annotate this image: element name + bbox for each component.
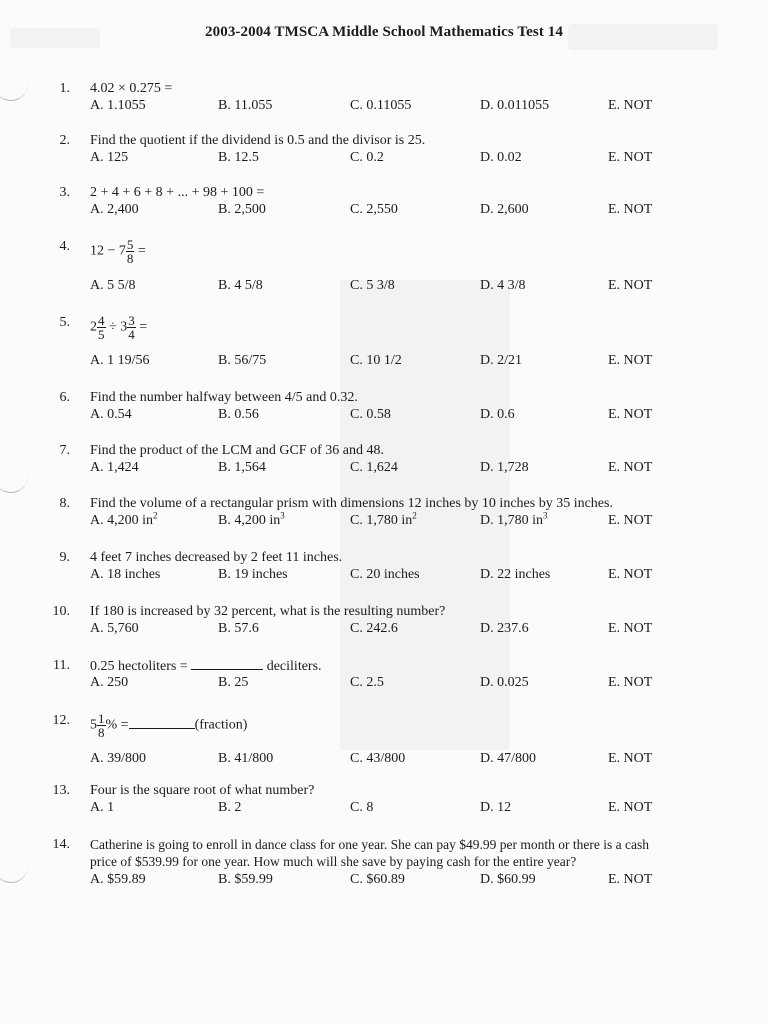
unit-exponent: 2: [153, 510, 158, 521]
option-e: E. NOT: [608, 407, 653, 422]
hole-punch-mark: [0, 476, 28, 493]
option-e: E. NOT: [608, 98, 653, 113]
option-c: C. 1,624: [350, 460, 398, 475]
option-d: D. 0.011055: [480, 98, 550, 113]
expr-whole: 12: [90, 243, 104, 259]
option-a: A. 1.1055: [90, 98, 146, 113]
numerator: 3: [128, 313, 135, 328]
expr-whole: 2: [90, 319, 97, 335]
unit-exponent: 2: [412, 510, 417, 521]
option-b: B. 12.5: [218, 150, 259, 165]
option-d: D. 237.6: [480, 621, 529, 636]
option-b: B. 1,564: [218, 460, 266, 475]
question-expression: [90, 238, 146, 265]
option-c: C. 20 inches: [350, 567, 420, 582]
option-b: B. 11.055: [218, 98, 273, 113]
question-text: Catherine is going to enroll in dance class for one year. She can pay $49.99 per month or there is a cash: [90, 837, 649, 852]
unit-exponent: 3: [543, 510, 548, 521]
fraction: [127, 314, 136, 341]
option-a: A. 1 19/56: [90, 353, 150, 368]
expr-whole: 3: [120, 319, 128, 335]
question-number: 14.: [52, 837, 70, 852]
option-c: C. 0.58: [350, 407, 391, 422]
question-text: Find the volume of a rectangular prism with dimensions 12 inches by 10 inches by 35 inches.: [90, 496, 613, 511]
option-a: A. 18 inches: [90, 567, 161, 582]
option-e: E. NOT: [608, 460, 653, 475]
option-d: [480, 512, 548, 529]
option-e: E. NOT: [608, 872, 653, 887]
option-b: B. 19 inches: [218, 567, 288, 582]
hole-punch-mark: [0, 866, 28, 883]
question-number: 5.: [59, 315, 70, 330]
option-c: [350, 512, 417, 529]
option-a: A. 5,760: [90, 621, 139, 636]
question-number: 7.: [59, 443, 70, 458]
question-expression: [90, 712, 247, 739]
option-c: C. 2.5: [350, 675, 384, 690]
option-c: C. 5 3/8: [350, 278, 395, 293]
option-b: B. 56/75: [218, 353, 267, 368]
option-b: B. 2,500: [218, 202, 266, 217]
expr-percent-equals: % =: [105, 717, 129, 733]
option-d: D. 2,600: [480, 202, 529, 217]
option-d: D. 2/21: [480, 353, 522, 368]
option-e: E. NOT: [608, 751, 653, 766]
question-text: 4 feet 7 inches decreased by 2 feet 11 inches.: [90, 550, 343, 565]
option-d: D. $60.99: [480, 872, 536, 887]
option-value: B. 4,200 in: [218, 513, 281, 528]
question-number: 11.: [53, 658, 70, 673]
numerator: 5: [126, 237, 134, 252]
question-text: Find the quotient if the dividend is 0.5 and the divisor is 25.: [90, 133, 426, 148]
option-e: E. NOT: [608, 278, 653, 293]
question-text-line-2: price of $539.99 for one year. How much will she save by paying cash for the entire year?: [90, 854, 577, 869]
option-b: B. 4 5/8: [218, 278, 263, 293]
question-text: [90, 657, 322, 675]
expr-whole: 5: [90, 717, 97, 733]
option-b: B. 0.56: [218, 407, 259, 422]
option-b: B. $59.99: [218, 872, 273, 887]
denominator: 8: [126, 251, 134, 266]
fraction: [97, 314, 106, 341]
question-text: 2 + 4 + 6 + 8 + ... + 98 + 100 =: [90, 185, 265, 200]
question-text-after: deciliters.: [266, 659, 322, 674]
fraction: [126, 238, 135, 265]
option-b: B. 41/800: [218, 751, 274, 766]
expr-equals: =: [137, 243, 146, 259]
option-a: A. 125: [90, 150, 129, 165]
option-b: B. 57.6: [218, 621, 259, 636]
option-a: A. 1,424: [90, 460, 139, 475]
question-expression: [90, 314, 147, 341]
fraction: [97, 712, 106, 739]
option-c: C. 2,550: [350, 202, 398, 217]
option-a: A. 0.54: [90, 407, 132, 422]
expr-whole: 7: [118, 243, 126, 259]
expr-tail: (fraction): [194, 717, 248, 733]
option-a: A. 250: [90, 675, 129, 690]
option-c: C. 0.2: [350, 150, 384, 165]
question-text: If 180 is increased by 32 percent, what is the resulting number?: [90, 604, 446, 619]
answer-blank: [191, 657, 263, 670]
unit-exponent: 3: [280, 510, 285, 521]
question-number: 1.: [59, 81, 70, 96]
option-c: C. 8: [350, 800, 374, 815]
question-number: 3.: [59, 185, 70, 200]
option-e: E. NOT: [608, 513, 653, 528]
option-value: C. 1,780 in: [350, 513, 413, 528]
option-d: D. 0.02: [480, 150, 522, 165]
option-e: E. NOT: [608, 621, 653, 636]
question-number: 13.: [52, 783, 70, 798]
question-number: 2.: [59, 133, 70, 148]
option-d: D. 1,728: [480, 460, 529, 475]
page-title: 2003-2004 TMSCA Middle School Mathematics Test 14: [205, 24, 563, 40]
denominator: 5: [98, 327, 105, 342]
option-c: C. 0.11055: [350, 98, 412, 113]
expr-operator: ÷: [109, 319, 117, 335]
option-a: A. 2,400: [90, 202, 139, 217]
option-a: A. 5 5/8: [90, 278, 136, 293]
question-text: 4.02 × 0.275 =: [90, 81, 173, 96]
question-number: 12.: [52, 713, 70, 728]
option-a: A. $59.89: [90, 872, 146, 887]
option-c: C. 242.6: [350, 621, 398, 636]
option-e: E. NOT: [608, 567, 653, 582]
question-text: Find the number halfway between 4/5 and 0.32.: [90, 390, 358, 405]
question-number: 9.: [59, 550, 70, 565]
question-number: 8.: [59, 496, 70, 511]
option-b: [218, 512, 285, 529]
option-c: C. $60.89: [350, 872, 405, 887]
option-e: E. NOT: [608, 202, 653, 217]
option-d: D. 0.025: [480, 675, 529, 690]
question-text-before: 0.25 hectoliters =: [90, 659, 188, 674]
expr-equals: =: [139, 319, 148, 335]
option-b: B. 25: [218, 675, 249, 690]
option-e: E. NOT: [608, 800, 653, 815]
option-e: E. NOT: [608, 675, 653, 690]
question-number: 6.: [59, 390, 70, 405]
numerator: 4: [98, 313, 105, 328]
question-number: 10.: [52, 604, 70, 619]
option-a: [90, 512, 158, 529]
option-d: D. 0.6: [480, 407, 515, 422]
option-d: D. 22 inches: [480, 567, 551, 582]
denominator: 4: [128, 327, 135, 342]
question-text: Four is the square root of what number?: [90, 783, 315, 798]
option-value: D. 1,780 in: [480, 513, 543, 528]
option-e: E. NOT: [608, 150, 653, 165]
option-a: A. 39/800: [90, 751, 146, 766]
option-d: D. 12: [480, 800, 512, 815]
option-c: C. 10 1/2: [350, 353, 402, 368]
option-a: A. 1: [90, 800, 115, 815]
option-d: D. 4 3/8: [480, 278, 526, 293]
answer-blank: [129, 716, 195, 729]
question-text: Find the product of the LCM and GCF of 36 and 48.: [90, 443, 384, 458]
numerator: 1: [98, 711, 105, 726]
denominator: 8: [98, 725, 105, 740]
question-number: 4.: [59, 239, 70, 254]
option-b: B. 2: [218, 800, 242, 815]
hole-punch-mark: [0, 84, 28, 101]
option-d: D. 47/800: [480, 751, 536, 766]
expr-operator: −: [107, 243, 116, 259]
option-value: A. 4,200 in: [90, 513, 153, 528]
option-e: E. NOT: [608, 353, 653, 368]
option-c: C. 43/800: [350, 751, 406, 766]
